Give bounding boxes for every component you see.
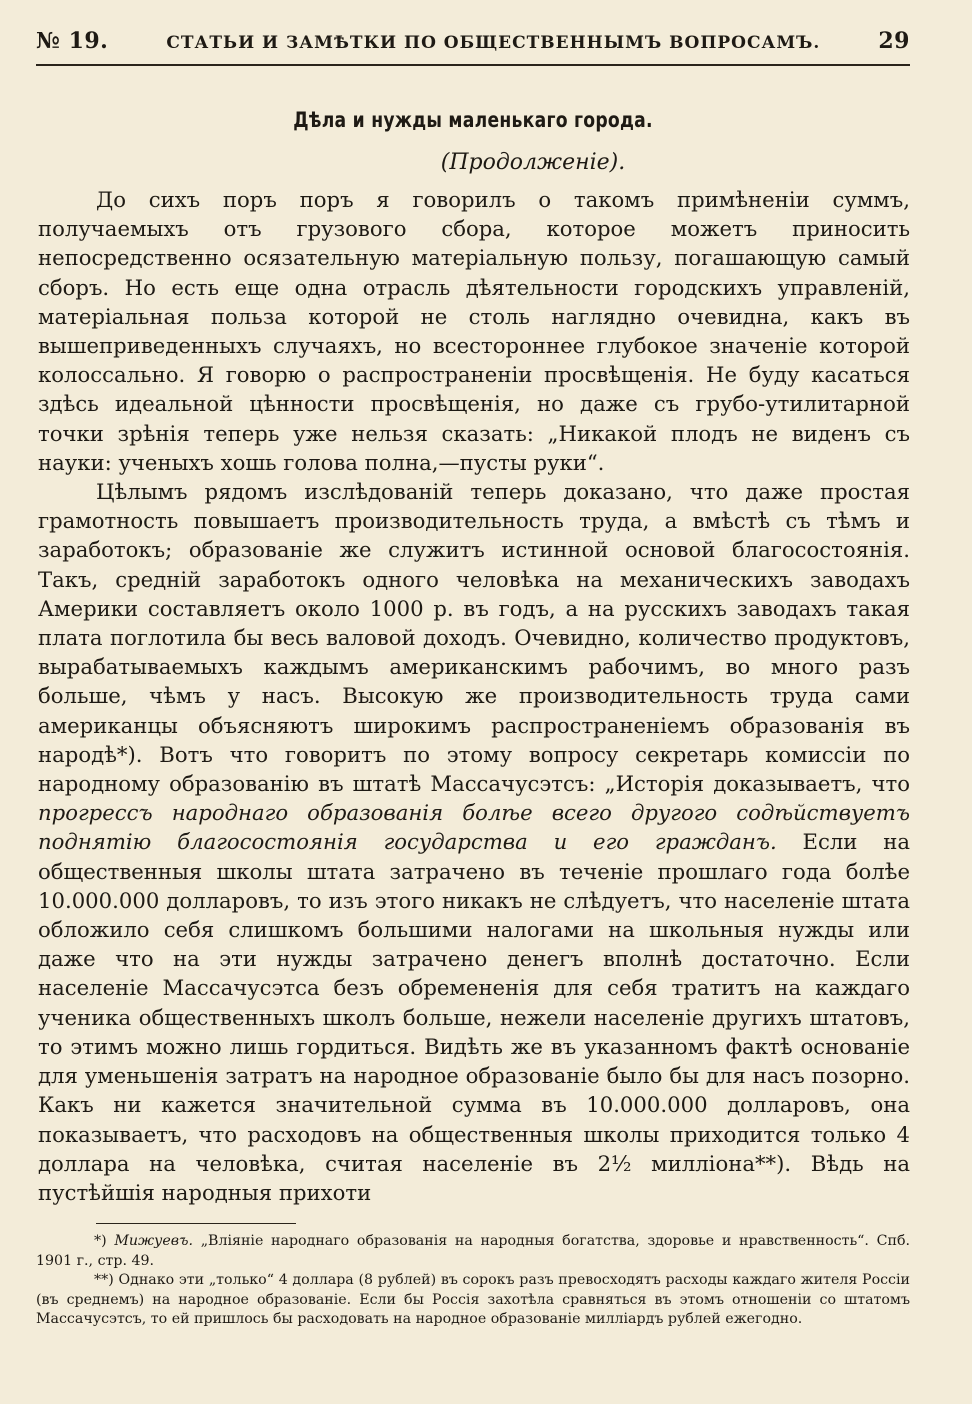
article-title: Дѣла и нужды маленькаго города. [293, 108, 653, 132]
issue-number: № 19. [36, 28, 109, 54]
paragraph-2-text-a: Цѣлымъ рядомъ изслѣдованій теперь доказано, что даже простая грамотность повышаетъ производительность труда, а вмѣстѣ съ тѣмъ и заработокъ; образованіе же служитъ истинной основой благосостоянія. Такъ, средній заработокъ одного человѣка на механическихъ заводахъ Америки составляетъ около 1000 р. въ годъ, а на русскихъ заводахъ такая плата поглотила бы весь валовой доходъ. Очевидно, количество продуктовъ, вырабатываемыхъ каждымъ американскимъ рабочимъ, во много разъ больше, чѣмъ у насъ. Высокую же производительность труда сами американцы объясняютъ широкимъ распространеніемъ образованія въ народѣ*). Вотъ что говоритъ по этому вопросу секретарь комиссіи по народному образованію въ штатѣ Массачусэтсъ: „Исторія доказываетъ, что [38, 479, 910, 797]
footnote-1-mark: *) [94, 1233, 107, 1250]
page-header [36, 28, 910, 62]
page-number: 29 [878, 28, 910, 54]
paragraph-2 [38, 477, 910, 1207]
footnote-1-author: Мижуевъ. [114, 1233, 193, 1250]
header-rule [36, 64, 910, 66]
footnote-2 [36, 1271, 910, 1330]
footnote-2-text: Однако эти „только“ 4 доллара (8 рублей) въ сорокъ разъ превосходятъ расходы каждаго жителя Россіи (въ среднемъ) на народное образованіе. Если бы Россія захотѣла сравняться въ этомъ отношеніи со штатомъ Массачусэтсъ, то ей пришлось бы расходовать на народное образованіе милліардъ рублей ежегодно. [36, 1272, 910, 1328]
footnote-1-text: „Вліяніе народнаго образованія на народныя богатства, здоровье и нравственность“. Спб. 1901 г., стр. 49. [36, 1233, 910, 1269]
footnote-1 [36, 1232, 910, 1271]
article-subtitle: (Продолженіе). [440, 150, 626, 175]
footnote-2-mark: **) [94, 1272, 114, 1289]
paragraph-1: До сихъ поръ поръ я говорилъ о такомъ примѣненіи суммъ, получаемыхъ отъ грузового сбора, которое можетъ приносить непосредственно осязательную матеріальную пользу, погашающую самый сборъ. Но есть еще одна отрасль дѣятельности городскихъ управленій, матеріальная польза которой не столь наглядно очевидна, какъ въ вышеприведенныхъ случаяхъ, но всестороннее глубокое значеніе которой колоссально. Я говорю о распространеніи просвѣщенія. Не буду касаться здѣсь идеальной цѣнности просвѣщенія, но даже съ грубо-утилитарной точки зрѣнія теперь уже нельзя сказать: „Никакой плодъ не виденъ съ науки: ученыхъ хошь голова полна,—пусты руки“. [38, 187, 910, 475]
article-body [36, 185, 910, 1207]
footnote-rule [96, 1223, 296, 1224]
paragraph-2-italic-quote: прогрессъ народнаго образованія болѣе всего другого содѣйствуетъ поднятію благосостоянія государства и его гражданъ. [38, 800, 910, 855]
paragraph-2-text-b: Если на общественныя школы штата затрачено въ теченіе прошлаго года болѣе 10.000.000 долларовъ, то изъ этого никакъ не слѣдуетъ, что населеніе штата обложило себя слишкомъ большими налогами на школьныя нужды или даже что на эти нужды затрачено денегъ вполнѣ достаточно. Если населеніе Массачусэтса безъ обремененія для себя тратитъ на каждаго ученика общественныхъ школъ больше, нежели населеніе другихъ штатовъ, то этимъ можно лишь гордиться. Видѣть же въ указанномъ фактѣ основаніе для уменьшенія затратъ на народное образованіе было бы для насъ позорно. Какъ ни кажется значительной сумма въ 10.000.000 долларовъ, она показываетъ, что расходовъ на общественныя школы приходится только 4 доллара на человѣка, считая населеніе въ 2½ милліона**). Вѣдь на пустѣйшія народныя прихоти [38, 829, 910, 1205]
footnotes [36, 1232, 910, 1330]
running-title: СТАТЬИ И ЗАМѢТКИ ПО ОБЩЕСТВЕННЫМЪ ВОПРОСАМЪ. [166, 33, 821, 53]
